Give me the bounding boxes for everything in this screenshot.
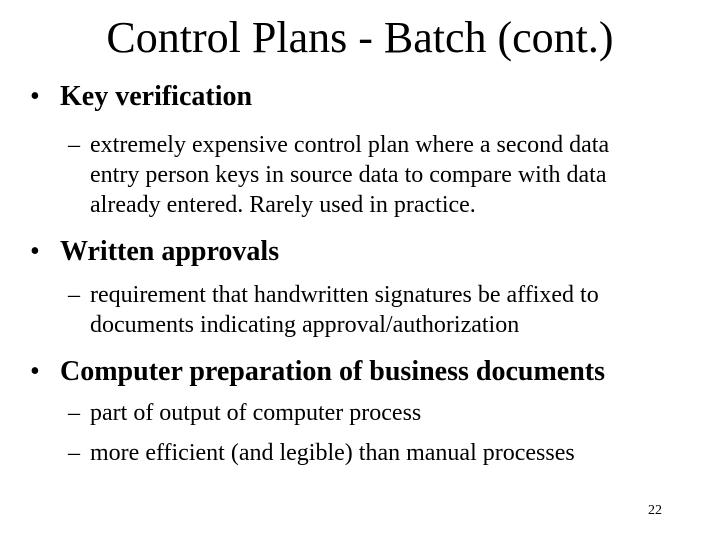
sub-item-written-approvals	[68, 280, 708, 340]
sub-item-line: entry person keys in source data to compare with data	[90, 162, 607, 188]
bullet-heading: Key verification	[60, 81, 253, 112]
bullet-written-approvals	[30, 235, 279, 269]
dash-glyph: –	[68, 440, 80, 466]
sub-item-line: – part of output of computer process	[68, 400, 422, 426]
page-number: 22	[648, 503, 662, 518]
dash-glyph: –	[68, 132, 80, 158]
dash-glyph: –	[68, 400, 80, 426]
bullet-heading: Written approvals	[60, 236, 280, 267]
bullet-computer-preparation	[30, 355, 605, 389]
bullet-dot: •	[30, 236, 40, 267]
dash-glyph: –	[68, 282, 80, 308]
sub-item-line: already entered. Rarely used in practice.	[90, 192, 476, 218]
sub-item-line: – more efficient (and legible) than manual processes	[68, 440, 575, 466]
sub-item-output-process	[68, 398, 708, 428]
sub-item-more-efficient	[68, 438, 708, 468]
sub-item-line: – extremely expensive control plan where a second data	[68, 132, 610, 158]
sub-item-line: documents indicating approval/authorization	[90, 312, 520, 338]
bullet-heading: Computer preparation of business documents	[60, 356, 606, 387]
sub-item-line: – requirement that handwritten signatures be affixed to	[68, 282, 599, 308]
bullet-key-verification	[30, 80, 252, 114]
sub-item-key-verification	[68, 130, 708, 220]
bullet-dot: •	[30, 81, 40, 112]
slide-title: Control Plans - Batch (cont.)	[106, 13, 614, 62]
bullet-dot: •	[30, 356, 40, 387]
